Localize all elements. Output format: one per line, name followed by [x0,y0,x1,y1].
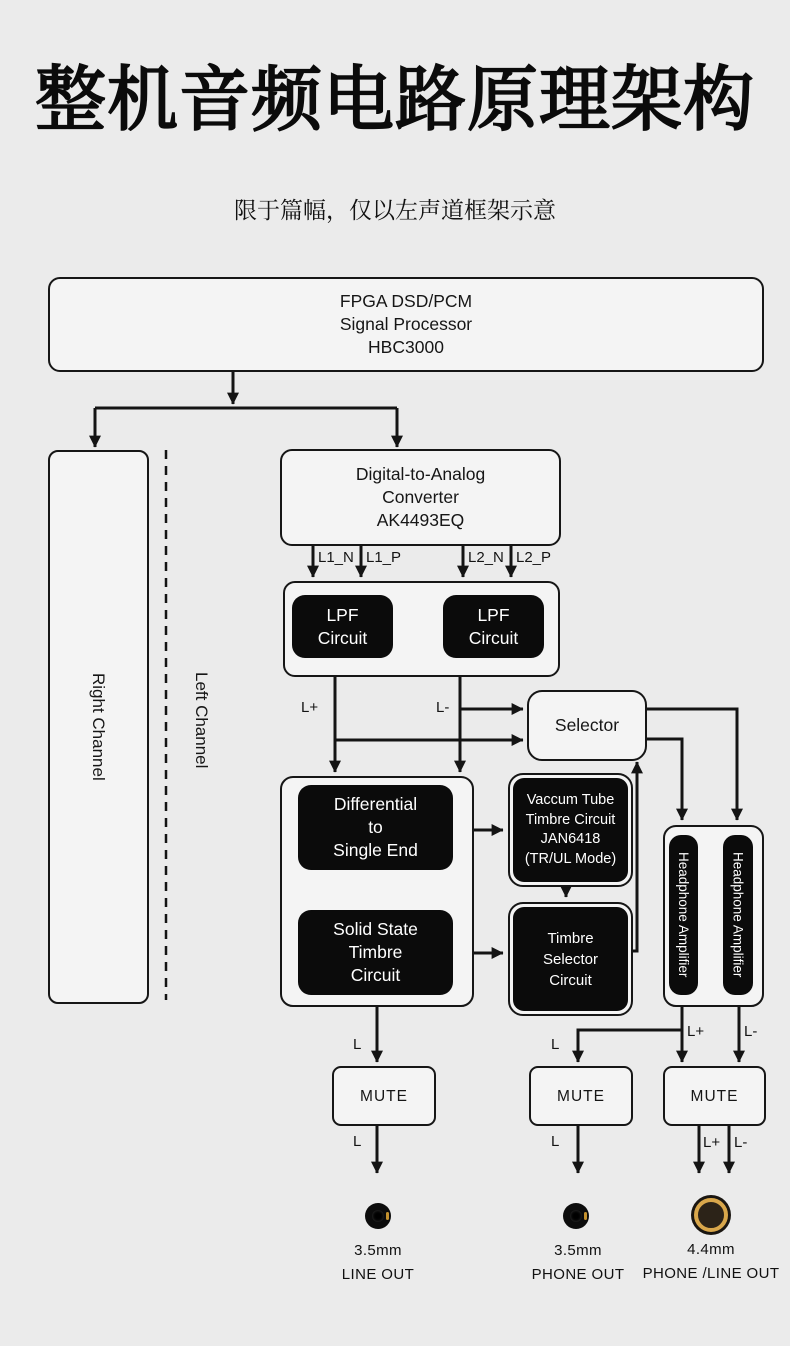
phone-out-name: PHONE OUT [531,1266,625,1283]
selector-label: Selector [554,715,620,735]
wire-tap-to-mute-phone [578,1030,682,1062]
page-subtitle: 限于篇幅，仅以左声道框架示意 [234,197,556,223]
fpga-line3: HBC3000 [368,337,444,357]
vacuum-tube-box [508,773,633,887]
headphone-amp-left-label: Headphone Amplifier [676,852,691,978]
solid-state-line2: Timbre [348,942,403,962]
dac-line1: Digital-to-Analog [355,464,486,484]
mute-balanced-out-label: MUTE [690,1087,739,1105]
jack-4-4mm-balanced-out [691,1195,731,1235]
dac-box [280,449,561,546]
mute-line-out-label: MUTE [360,1087,408,1105]
wire-label-tap-l: L [551,1036,560,1053]
jack-hole [372,1210,384,1222]
phone-out-size: 3.5mm [554,1242,602,1259]
lpf-left-box [292,595,393,658]
dac-line2: Converter [382,487,459,507]
lpf-right-box [443,595,544,658]
lpf-left-line1: LPF [326,604,359,625]
jack-gold-glint [584,1212,587,1220]
wire-label-lplus: L+ [301,699,319,716]
mute-phone-out-box [529,1066,633,1126]
selector-box [527,690,647,761]
solid-state-box [298,910,453,995]
balanced-out-name: PHONE /LINE OUT [642,1265,780,1282]
jack-gold-glint [386,1212,389,1220]
differential-line2: to [368,817,383,837]
page-title: 整机音频电路原理架构 [34,61,755,140]
solid-state-line3: Circuit [350,965,401,985]
left-channel-label: Left Channel [192,671,211,769]
dac-line3: AK4493EQ [376,510,465,530]
line-out-size: 3.5mm [354,1242,402,1259]
timbre-selector-box [508,902,633,1016]
wire-label-l2n: L2_N [468,549,504,566]
fpga-line2: Signal Processor [339,314,473,334]
wire-label-mute-bal-lplus: L+ [703,1134,721,1151]
wire-selector-to-hp-left [643,739,682,820]
timbre-selector-line2: Selector [542,950,599,968]
right-channel-box [48,450,149,1004]
wire-label-mute-line-l: L [353,1133,362,1150]
wire-label-l2p: L2_P [516,549,552,566]
vacuum-tube-line1: Vaccum Tube [526,792,615,808]
right-channel-label: Right Channel [89,673,108,781]
differential-line1: Differential [333,794,418,814]
differential-line3: Single End [333,840,418,860]
vacuum-tube-line3: JAN6418 [540,831,601,847]
headphone-amp-right-label: Headphone Amplifier [730,852,746,978]
balanced-out-size: 4.4mm [687,1241,735,1258]
jack-3-5mm-phone-out [563,1203,589,1229]
mute-line-out-box [332,1066,436,1126]
headphone-amp-left-box [669,835,698,995]
wire-selector-to-hp-right [643,709,737,820]
vacuum-tube-line4: (TR/UL Mode) [524,850,617,867]
headphone-amp-right-box [723,835,753,995]
jack-gold-ring [694,1198,728,1232]
differential-box [298,785,453,870]
wire-label-lminus: L- [436,699,450,716]
jack-3-5mm-line-out [365,1203,391,1229]
lpf-left-line2: Circuit [317,627,368,648]
wire-label-hp-lminus: L- [744,1023,758,1040]
fpga-box [48,277,764,372]
lpf-right-line2: Circuit [468,627,519,648]
wire-label-l1p: L1_P [366,549,402,566]
mute-phone-out-label: MUTE [557,1087,605,1105]
wire-label-l1n: L1_N [318,549,354,566]
mute-balanced-out-box [663,1066,766,1126]
lpf-right-line1: LPF [477,604,510,625]
fpga-line1: FPGA DSD/PCM [339,291,473,311]
wire-label-solid-l: L [353,1036,362,1053]
wire-label-mute-bal-lminus: L- [734,1134,748,1151]
vacuum-tube-line2: Timbre Circuit [525,811,616,828]
timbre-selector-line1: Timbre [547,929,594,947]
timbre-selector-line3: Circuit [549,971,592,989]
wire-label-hp-lplus: L+ [687,1023,705,1040]
solid-state-line1: Solid State [333,919,418,939]
wire-label-mute-phone-l: L [551,1133,560,1150]
line-out-name: LINE OUT [341,1266,415,1283]
jack-hole [570,1210,582,1222]
